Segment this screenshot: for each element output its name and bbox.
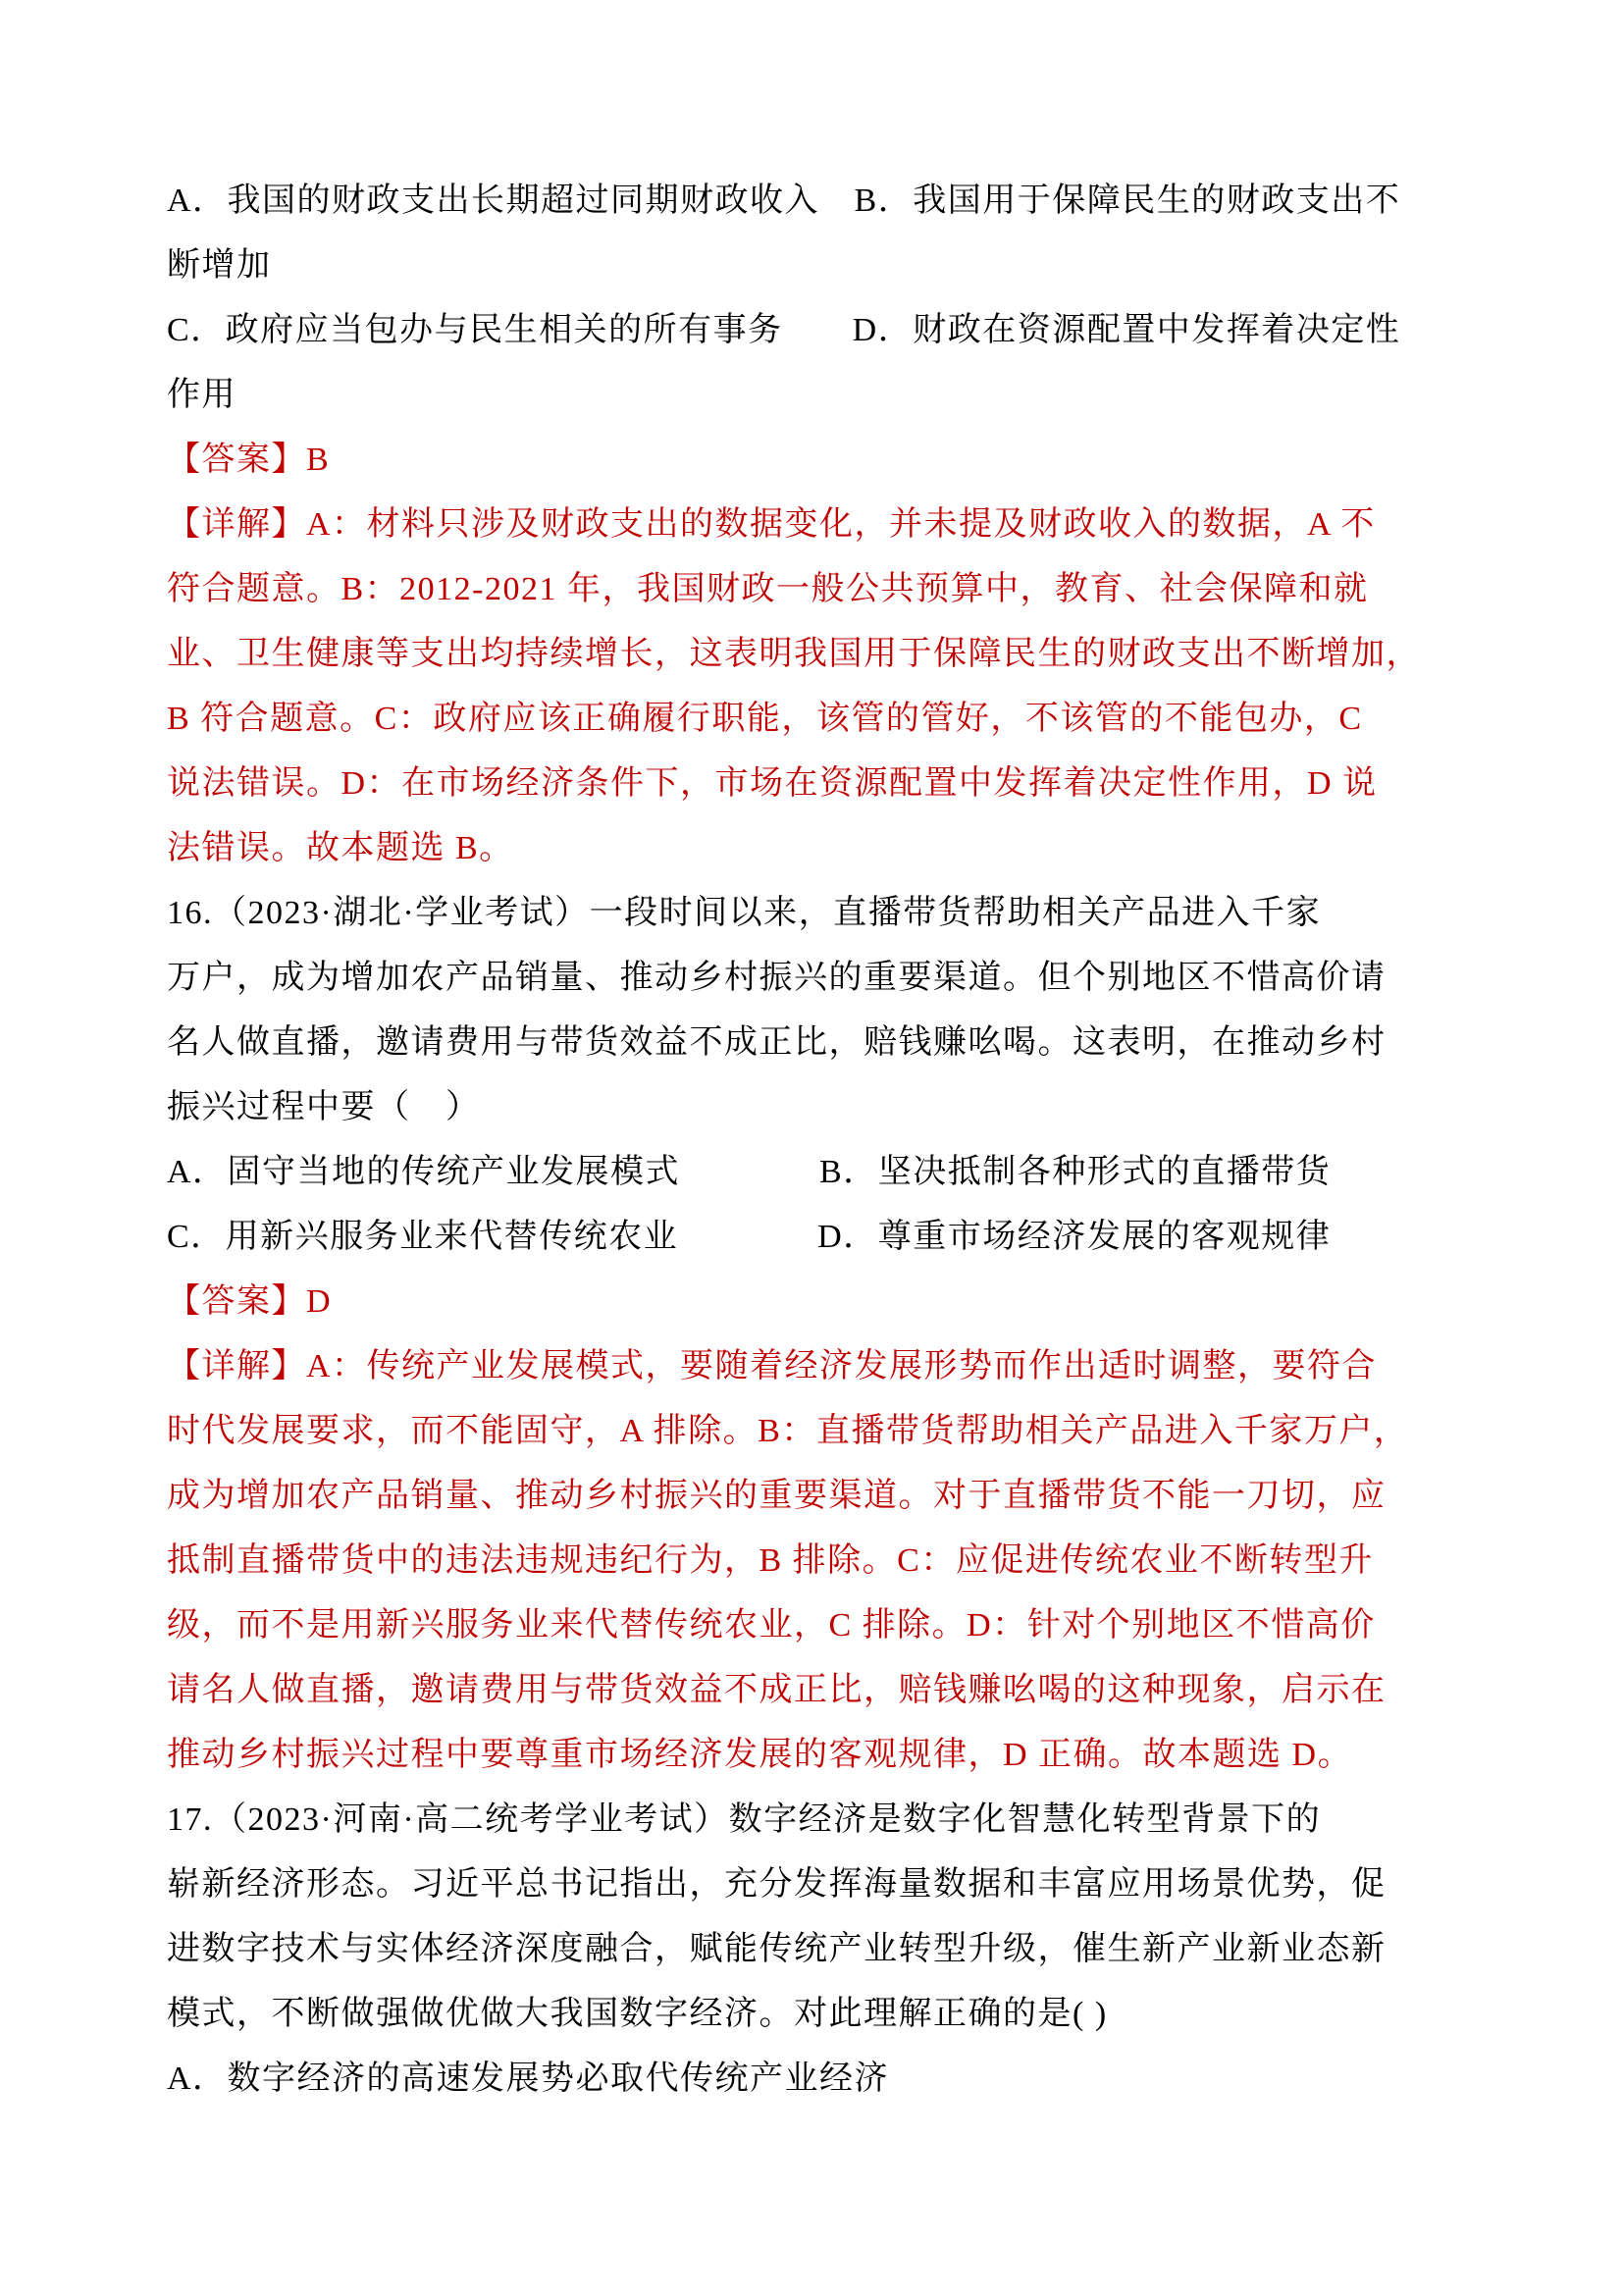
question-15-answer xyxy=(167,428,1468,493)
text-line: 16.（2023·湖北·学业考试）一段时间以来，直播带货帮助相关产品进入千家 xyxy=(167,895,1322,931)
text-line: 万户，成为增加农产品销量、推动乡村振兴的重要渠道。但个别地区不惜高价请 xyxy=(167,960,1387,996)
text-line: 名人做直播，邀请费用与带货效益不成正比，赔钱赚吆喝。这表明，在推动乡村 xyxy=(167,1024,1387,1061)
text-line: B 符合题意。C：政府应该正确履行职能，该管的管好，不该管的不能包办，C xyxy=(167,701,1363,737)
text-line: 振兴过程中要（ ） xyxy=(167,1089,481,1125)
text-line: A．数字经济的高速发展势必取代传统产业经济 xyxy=(167,2061,890,2097)
text-line: 【答案】D xyxy=(167,1283,333,1320)
question-16-stem xyxy=(167,881,1468,1140)
text-line: C．用新兴服务业来代替传统农业 D．尊重市场经济发展的客观规律 xyxy=(167,1219,1332,1255)
text-line: 17.（2023·河南·高二统考学业考试）数字经济是数字化智慧化转型背景下的 xyxy=(167,1801,1322,1838)
text-line: 断增加 xyxy=(167,247,272,284)
question-16-options xyxy=(167,1140,1468,1270)
text-line: 时代发展要求，而不能固守，A 排除。B：直播带货帮助相关产品进入千家万户， xyxy=(167,1413,1409,1449)
text-line: 推动乡村振兴过程中要尊重市场经济发展的客观规律，D 正确。故本题选 D。 xyxy=(167,1737,1353,1773)
text-line: 法错误。故本题选 B。 xyxy=(167,830,514,866)
text-line: 作用 xyxy=(167,377,236,413)
text-line: 级，而不是用新兴服务业来代替传统农业，C 排除。D：针对个别地区不惜高价 xyxy=(167,1607,1376,1644)
question-15-explanation xyxy=(167,493,1468,881)
question-16-explanation xyxy=(167,1334,1468,1788)
text-line: 请名人做直播，邀请费用与带货效益不成正比，赔钱赚吆喝的这种现象，启示在 xyxy=(167,1672,1387,1708)
text-line: 符合题意。B：2012-2021 年，我国财政一般公共预算中，教育、社会保障和就 xyxy=(167,571,1369,607)
text-line: C．政府应当包办与民生相关的所有事务 D．财政在资源配置中发挥着决定性 xyxy=(167,312,1401,348)
text-line: A．固守当地的传统产业发展模式 B．坚决抵制各种形式的直播带货 xyxy=(167,1154,1332,1190)
text-line: A．我国的财政支出长期超过同期财政收入 B．我国用于保障民生的财政支出不 xyxy=(167,183,1401,219)
question-17-stem xyxy=(167,1788,1468,2047)
text-line: 业、卫生健康等支出均持续增长，这表明我国用于保障民生的财政支出不断增加， xyxy=(167,636,1421,672)
text-line: 【答案】B xyxy=(167,442,331,478)
text-line: 成为增加农产品销量、推动乡村振兴的重要渠道。对于直播带货不能一刀切，应 xyxy=(167,1478,1387,1514)
text-line: 抵制直播带货中的违法违规违纪行为，B 排除。C：应促进传统农业不断转型升 xyxy=(167,1542,1374,1579)
text-line: 模式，不断做强做优做大我国数字经济。对此理解正确的是( ) xyxy=(167,1996,1108,2032)
question-15-options xyxy=(167,169,1468,428)
text-line: 说法错误。D：在市场经济条件下，市场在资源配置中发挥着决定性作用，D 说 xyxy=(167,765,1378,802)
text-line: 【详解】A：传统产业发展模式，要随着经济发展形势而作出适时调整，要符合 xyxy=(167,1348,1378,1384)
text-line: 进数字技术与实体经济深度融合，赋能传统产业转型升级，催生新产业新业态新 xyxy=(167,1931,1387,1967)
text-line: 崭新经济形态。习近平总书记指出，充分发挥海量数据和丰富应用场景优势，促 xyxy=(167,1866,1387,1903)
question-16-answer xyxy=(167,1270,1468,1334)
text-line: 【详解】A：材料只涉及财政支出的数据变化，并未提及财政收入的数据，A 不 xyxy=(167,506,1376,543)
question-17-option-a xyxy=(167,2047,1468,2112)
